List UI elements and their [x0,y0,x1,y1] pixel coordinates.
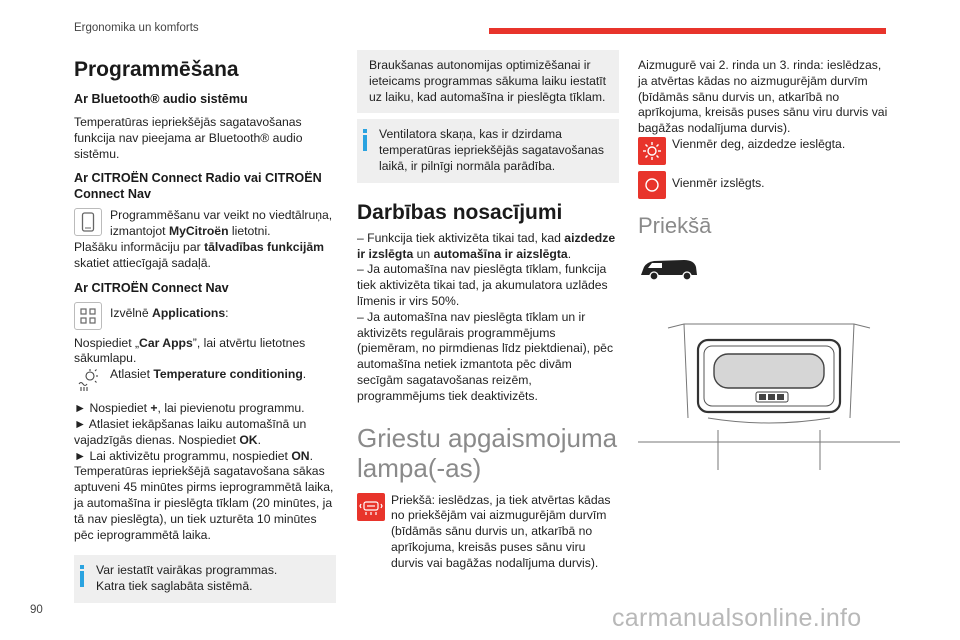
condition-3: – Ja automašīna nav pieslēgta tīklam un ir aktivizēts regulārais programmējums (piemēram, no pirmdienas līdz piektdienai), pēc automašīna netiek izmantota pēc divām secīgām sagatavošanas reizēm, programmējums tiek deaktivizēts. [357,309,614,403]
autonomy-note-text: Braukšanas autonomijas optimizēšanai ir ieteicams programmas sākuma laiku iestatīt uz laiku, kad automašīna ir pieslēgta tīklam. [369,58,607,104]
courtesy-lamp-doors-icon [357,493,385,521]
step-add: ► Nospiediet +, lai pievienotu programmu. [74,401,305,416]
section-title: Ergonomika un komforts [74,22,199,34]
van-silhouette-icon [638,257,888,288]
smartphone-icon [74,208,102,236]
connect-nav-heading: Ar CITROËN Connect Nav [74,280,229,295]
autonomy-note [357,50,619,113]
applications-text: Izvēlnē Applications: [110,305,229,320]
smartphone-text: Programmēšanu var veikt no viedtālruņa, izmantojot MyCitroën lietotni. [110,208,333,239]
temperature-row [74,367,336,393]
note-line-2: Katra tiek saglabāta sistēmā. [96,579,253,594]
programming-heading: Programmēšana [74,58,239,81]
column-3 [638,58,888,288]
applications-grid-icon [74,302,102,330]
info-icon [363,129,367,153]
header-accent-bar [489,28,886,34]
lamp-on-sun-icon [638,137,666,165]
info-note-programs [74,555,336,603]
step-activate: ► Lai aktivizētu programmu, nospiediet ON. [74,448,313,463]
preconditioning-description: Temperatūras iepriekšējā sagatavošana sākas aptuveni 45 minūtes pirms ieprogrammētā laika, ja automašīna ir pieslēgta tīklam (20 minūtes, ja tā nav pieslēgta), un tiek uzturēta 10 minūtes pēc ieprogrammētā laika. [74,464,334,542]
condition-1: – Funkcija tiek aktivizēta tikai tad, kad aizdedze ir izslēgta un automašīna ir aizslēgta. [357,230,616,261]
always-on-row [638,137,888,165]
condition-2: – Ja automašīna nav pieslēgta tīklam, funkcija tiek aktivizēta tikai tad, ja akumulatora uzlādes līmenis ir virs 50%. [357,262,608,308]
column-1 [74,58,336,603]
smartphone-row [74,208,336,240]
page-number: 90 [30,604,43,616]
remote-info-text: Plašāku informāciju par tālvadības funkcijām skatiet attiecīgajā sadaļā. [74,239,324,270]
lamp-off-circle-icon [638,171,666,199]
step-select: ► Atlasiet iekāpšanas laiku automašīnā un vajadzīgās dienas. Nospiediet OK. [74,416,307,447]
lamp-heading: Griestu apgaismojuma lampa(-as) [357,422,618,483]
ceiling-lamp-illustration [638,320,900,470]
rear-lamp-text: Aizmugurē vai 2. rinda un 3. rinda: ieslēdzas, ja atvērtas kādas no aizmugurējām durvīm (bīdāmās sānu durvis un, atkarībā no aprīkojuma, kreisās puses sānu viru durvis vai bagāžas nodalījuma durvis). [638,58,888,136]
column-2 [357,50,619,572]
car-apps-text: Nospiediet „Car Apps”, lai atvērtu lietotnes sākumlapu. [74,335,306,366]
note-line-1: Var iestatīt vairākas programmas. [96,563,278,578]
front-heading: Priekšā [638,212,712,238]
info-icon [80,565,84,589]
always-off-row [638,171,888,199]
always-off-text: Vienmēr izslēgts. [672,175,765,190]
bluetooth-heading: Ar Bluetooth® audio sistēmu [74,92,248,106]
connect-radio-heading: Ar CITROËN Connect Radio vai CITROËN Connect Nav [74,171,322,202]
temperature-text: Atlasiet Temperature conditioning. [110,367,307,382]
temperature-conditioning-icon [74,367,102,393]
always-on-text: Vienmēr deg, aizdedze ieslēgta. [672,136,846,151]
fan-note-text: Ventilatora skaņa, kas ir dzirdama temperatūras iepriekšējās sagatavošanas laikā, ir pilnīgi normāla parādība. [379,127,604,173]
applications-row [74,302,336,330]
front-lamp-row [357,493,619,572]
front-lamp-text: Priekšā: ieslēdzas, ja tiek atvērtas kādas no priekšējām vai aizmugurējām durvīm (bīdāmās sānu durvis un, atkarībā no aprīkojuma, kreisās puses sānu viru durvis vai bagāžas nodalījuma durvis). [391,492,611,570]
watermark: carmanualsonline.info [612,604,862,632]
conditions-heading: Darbības nosacījumi [357,200,563,224]
bluetooth-text: Temperatūras iepriekšējās sagatavošanas funkcija nav pieejama ar Bluetooth® audio sistēmu. [74,115,303,161]
info-note-fan [357,119,619,182]
